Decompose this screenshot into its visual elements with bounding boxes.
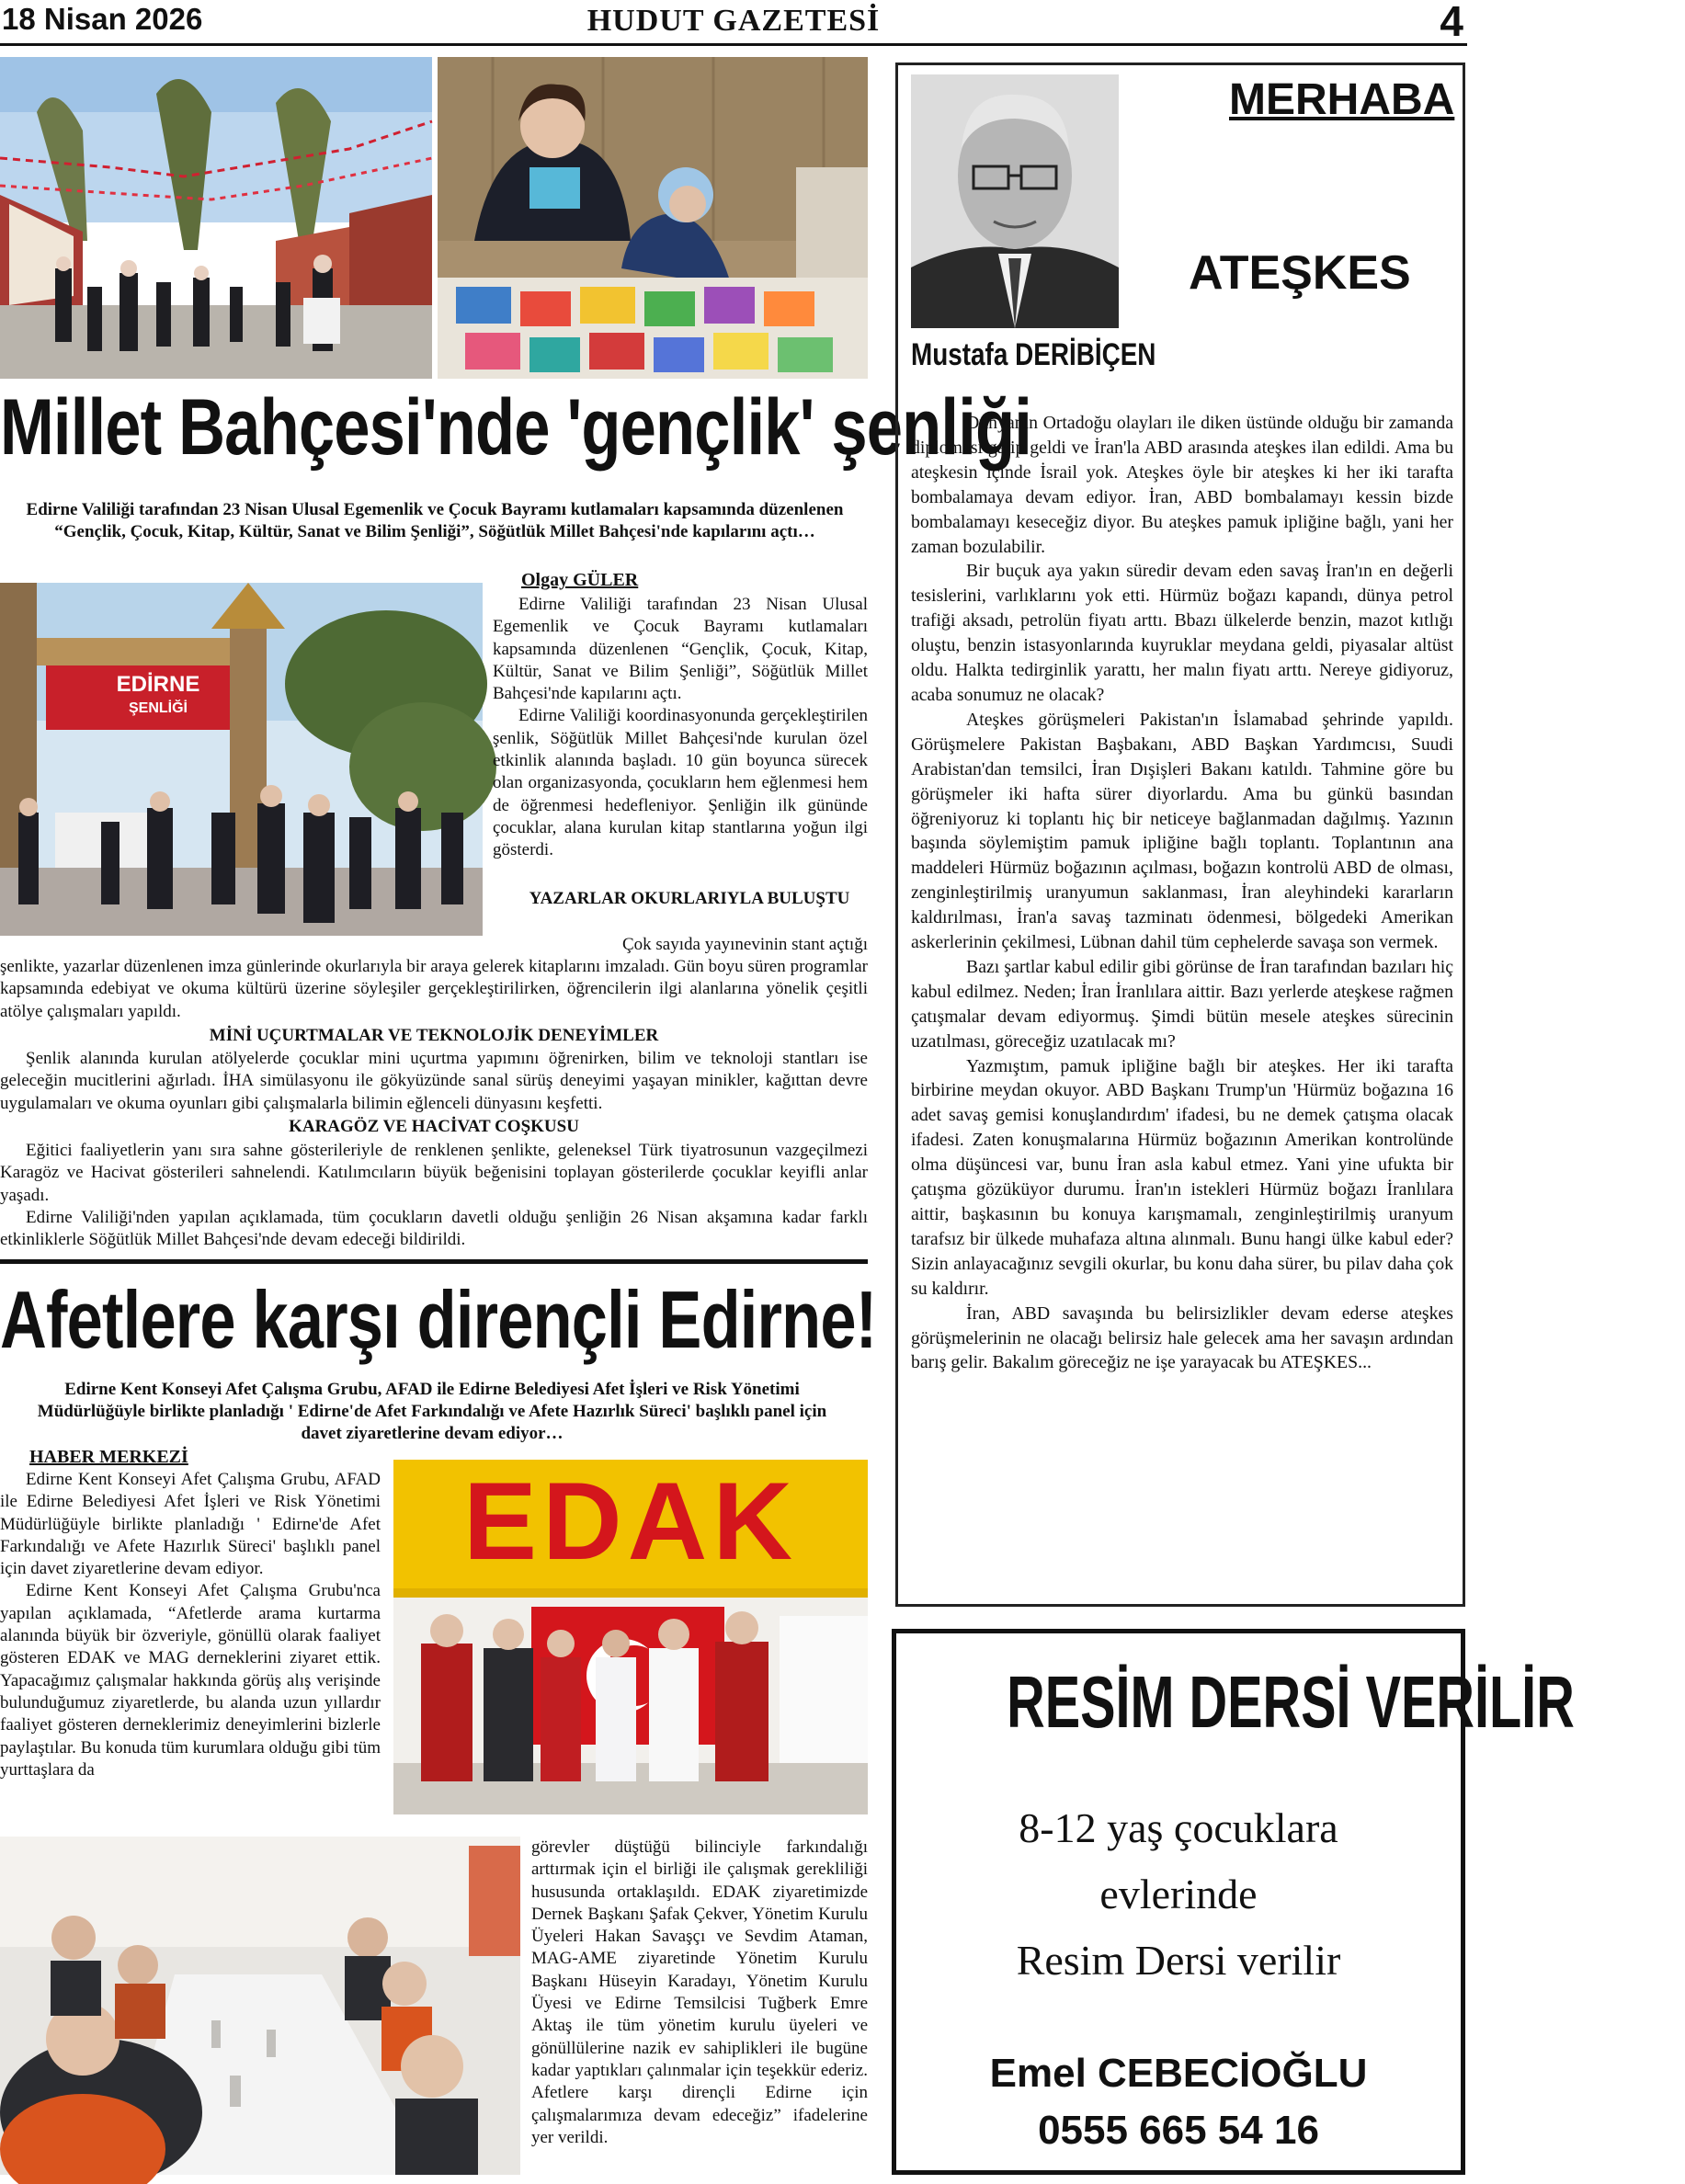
masthead [0, 0, 1467, 46]
section-divider [0, 1259, 868, 1264]
page-number: 4 [1440, 0, 1463, 45]
column-paragraph: Bir buçuk aya yakın süredir devam eden savaş İran'ın en değerli tesislerini, varlıklarını yok etti. Hürmüz boğazı kapandı, dünya petrol trafiği aksadı, petrolün fiyatı arttı. Bbazı ülkelerde benzin, mazot kıtlığı oluştu, benzin istasyonlarında kuyruklar meydana geldi, piyasalar altüst oldu. Halkta tedirginlik yarattı, her malın fiyatı arttı. Nereye gidiyoruz, acaba sonumuz ne olacak? [911, 561, 1453, 705]
ad-line-2: evlerinde [1099, 1871, 1258, 1917]
ad-title: RESİM DERSİ VERİLİR [1007, 1661, 1575, 1743]
festival-gate-photo [0, 583, 483, 936]
article2-lede: Edirne Kent Konseyi Afet Çalışma Grubu, AFAD ile Edirne Belediyesi Afet İşleri ve Risk Yönetimi Müdürlüğüyle birlikte planladığı ' Edirne'de Afet Farkındalığı ve Afete Hazırlık Süreci' başlıklı panel için davet ziyaretlerine devam ediyor… [37, 1380, 827, 1443]
author-portrait [911, 74, 1119, 328]
article2-column-2: görevler düştüğü bilinciyle farkındalığı arttırmak için el birliği ile çalışmak gerekliliği hususunda ortaklaşıldı. EDAK ziyaretimizde Dernek Başkanı Şafak Çekver, Yönetim Kurulu Üyeleri Hakan Savaşçı ve Sevdim Ataman, MAG-AME ziyaretinde Yönetim Kurulu Başkanı Hüseyin Karadayı, Yönetim Kurulu Üyesi ve Edirne Temsilcisi Tuğberk Emre Aktaş ile tüm yönetim kurulu üyeleri ve gönüllülerine nazik ev sahiplikleri ile bugüne kadar yaptıkları çalınmalar için teşekkür ederiz. Afetlere karşı dirençli Edirne için çalışmalarımıza devam edeceğiz” ifadelerine yer verildi. [531, 1837, 868, 2147]
classified-ad [892, 1629, 1575, 2175]
ad-contact-name: Emel CEBECİOĞLU [989, 2051, 1368, 2096]
newspaper-name: HUDUT GAZETESİ [586, 4, 881, 38]
article1-lede: Edirne Valiliği tarafından 23 Nisan Ulusal Egemenlik ve Çocuk Bayramı kutlamaları kapsamında düzenlenen “Gençlik, Çocuk, Kitap, Kültür, Sanat ve Bilim Şenliği”, Söğütlük Millet Bahçesi'nde kapılarını açtı… [26, 500, 844, 541]
column-paragraph: Dünyanın Ortadoğu olayları ile diken üstünde olduğu bir zamanda diploması galip geldi ve İran'la ABD arasında ateşkes ilan edildi. Ama bu ateşkesin içinde İsrail yok. Ateşkes öyle bir ateşkes ki her iki tarafta bombalamaya devam ediyor. İran, ABD bombalamayı kessin bizde bombalamayı keseceğiz diyor. Bu ateşkes pamuk ipliğine bağlı, yani her zaman bozulabilir. [911, 413, 1453, 557]
issue-date: 18 Nisan 2026 [2, 2, 203, 36]
article2-column-1 [0, 1469, 381, 1781]
ad-description [896, 1795, 1461, 1994]
article1-column-text [493, 594, 868, 862]
article1-paragraph: Edirne Valiliği koordinasyonunda gerçekleştirilen şenlik, Söğütlük Millet Bahçesi'nde kurulan özel etkinlik alanında başladı. 10 gün boyunca sürecek olan organizasyonda, çocukların hem eğlenmesi hem de öğrenmesi hedefleniyor. Şenliğin ilk gününde çocuklar, alana kurulan kitap stantlarına yoğun ilgi gösterdi. [493, 706, 868, 860]
article1-sub1-lead: Çok sayıda yayınevinin stant açtığı [621, 935, 868, 954]
banner-text: EDİRNE [116, 672, 200, 697]
article1-sub2-text [0, 1048, 868, 1115]
article1-sub1-text: şenlikte, yazarlar düzenlenen imza günlerinde okurlarıyla bir araya gelerek kitaplarını imzaladı. Gün boyu süren programlar kapsamında edebiyat ve okuma kültürü üzerine söyleşiler gerçekleştirilirken, öğrencilerin ilgi alanlarına yönelik çeşitli atölye çalışmaları yapıldı. [0, 957, 868, 1021]
column-paragraph: İran, ABD savaşında bu belirsizlikler devam ederse ateşkes görüşmelerinin ne olacağı belirsiz hale gelecek ama her savaşın ardından barış gelir. Bakalım göreceğiz ne işe yarayacak bu ATEŞKES... [911, 1302, 1453, 1373]
article1-sub3-text [0, 1140, 868, 1251]
article2-paragraph: Edirne Kent Konseyi Afet Çalışma Grubu, AFAD ile Edirne Belediyesi Afet İşleri ve Risk Yönetimi Müdürlüğüyle birlikte planladığı ' Edirne'de Afet Farkındalığı ve Afete Hazırlık Süreci' başlıklı panel için davet ziyaretlerine devam ediyor. [0, 1470, 381, 1579]
article1-subhead-3: KARAGÖZ VE HACİVAT COŞKUSU [289, 1117, 579, 1136]
column-author: Mustafa DERİBİÇEN [911, 337, 1156, 372]
opinion-column-box [895, 63, 1465, 1607]
article2-paragraph: Edirne Kent Konseyi Afet Çalışma Grubu'nca yapılan açıklamada, “Afetlerde arama kurtarma alanında büyük bir özveriyle, gönüllü olarak faaliyet gösteren EDAK ve MAG derneklerini ziyaret ettik. Yapacağımız çalışmalar hakkında görüş alış verişinde bulunduğumuz ziyaretlerde, bu alanda uzun yıllardır faaliyet gösteren derneklerimiz deneyimlerini bizlerle paylaştılar. Bu konuda tüm kurumlara olduğu gibi tüm yurttaşlara da [0, 1581, 381, 1780]
banner-subtext: ŞENLİĞİ [128, 700, 188, 716]
meeting-photo [0, 1837, 520, 2175]
article1-headline: Millet Bahçesi'nde 'gençlik' şenliği [0, 383, 1032, 472]
column-text [911, 411, 1453, 1375]
article1-paragraph: Edirne Valiliği'nden yapılan açıklamada, tüm çocukların davetli olduğu şenliğin 26 Nisan akşamına kadar farklı etkinliklerle Söğütlük Millet Bahçesi'nde devam edeceği bildirildi. [0, 1207, 868, 1250]
ad-phone: 0555 665 54 16 [1038, 2108, 1319, 2153]
ad-line-3: Resim Dersi verilir [1016, 1937, 1341, 1984]
ad-line-1: 8-12 yaş çocuklara [1019, 1804, 1338, 1851]
column-paragraph: Ateşkes görüşmeleri Pakistan'ın İslamabad şehrinde yapıldı. Görüşmelere Pakistan Başbakanı, ABD Başkan Yardımcısı, Suudi Arabistan'dan temsilci, İran Dışişleri Bakanı katıldı. Tahmine göre bu görüşmeler iki hafta sürer diyorlardu. Ama bu günkü basından öğreniyoruz ki toplantı hiç bir neticeye bağlanmadan dağılmış. Yazının başında söylemiştim pamuk ipliğine bağlı toplantı. Toplantının ana maddeleri Hürmüz boğazının açılması, boğazın kontrolü ABD de olması, zenginleştirilmiş uranyumun saklanması, İran aleyhindeki kararların kaldırılması, İran'a savaş tazminatı ödenmesi, bölgedeki Amerikan askerlerinin çekilmesi, Lübnan dahil tüm cephelerde savaşa son vermek. [911, 709, 1453, 953]
article1-subhead-1: YAZARLAR OKURLARIYLA BULUŞTU [529, 889, 850, 908]
book-stand-photo [438, 57, 868, 379]
article2-headline: Afetlere karşı dirençli Edirne! [0, 1274, 877, 1365]
ad-contact [896, 2045, 1461, 2159]
article1-subhead-2: MİNİ UÇURTMALAR VE TEKNOLOJİK DENEYİMLER [209, 1026, 659, 1045]
article1-paragraph: Şenlik alanında kurulan atölyelerde çocuklar mini uçurtma yapımını öğrenirken, bilim ve teknoloji stantları ise geleceğin mucitlerini ağırladı. İHA simülasyonu ile gökyüzünde sanal sürüş deneyimi yaşayan minikler, kağıttan devre uygulamaları ve okuma oyunları gibi çalışmalarla bilimin eğlenceli dünyasını keşfetti. [0, 1049, 868, 1113]
article1-paragraph: Edirne Valiliği tarafından 23 Nisan Ulusal Egemenlik ve Çocuk Bayramı kutlamaları kapsamında düzenlenen “Gençlik, Çocuk, Kitap, Kültür, Sanat ve Bilim Şenliği”, Söğütlük Millet Bahçesi'nde kapılarını açtı. [493, 595, 868, 704]
edak-group-photo [393, 1460, 868, 1814]
column-paragraph: Bazı şartlar kabul edilir gibi görünse de İran tarafından bazıları hiç kabul edilmez. Neden; İran İranlılara aittir. Bazı yerlerde ateşkese rağmen çatışmalar devam ediyormuş. Şimdi bütün mesele ateşkes sürecinin uzatılması, göreceğiz uzatılacak mı? [911, 956, 1453, 1052]
column-paragraph: Yazmıştım, pamuk ipliğine bağlı bir ateşkes. Her iki tarafta birbirine meydan okuyor. ABD Başkanı Trump'un 'Hürmüz boğazına 16 adet savaş gemisi konuşlandırdım' ifadesi, bu ne demek çatışma olacak ifadesi. Zaten konuşmalarına Hürmüz boğazının Amerikan kontrolünde olma düşüncesi var, bunu İran asla kabul etmez. Yani yine ufukta bir çatışma gözüküyor durumu. İran'ın istekleri Hürmüz boğazı İranlılara aittir, başkasının bu konuya karışmamalı, zenginleştirilmiş uranyum tarafsız bir ülkede muhafaza altına alınmalı. Bunu hangi ülke kabul eder? Sizin anlayacağınız sevgili okurlar, bu konu daha sürer, bu pilav daha çok su kaldırır. [911, 1055, 1453, 1299]
article2-byline: HABER MERKEZİ [29, 1447, 188, 1467]
festival-street-photo [0, 57, 432, 379]
edak-sign: EDAK [462, 1460, 799, 1583]
article1-paragraph: Eğitici faaliyetlerin yanı sıra sahne gösterileriyle de renklenen şenlikte, geleneksel Türk tiyatrosunun vazgeçilmezi Karagöz ve Hacivat gösterileri sahnelendi. Katılımcıların büyük beğenisini toplayan gösterilerde çocuklar keyifli anlar yaşadı. [0, 1141, 868, 1205]
column-title: ATEŞKES [1189, 246, 1411, 300]
article1-byline: Olgay GÜLER [521, 570, 639, 590]
column-section-title: MERHABA [1229, 75, 1455, 124]
